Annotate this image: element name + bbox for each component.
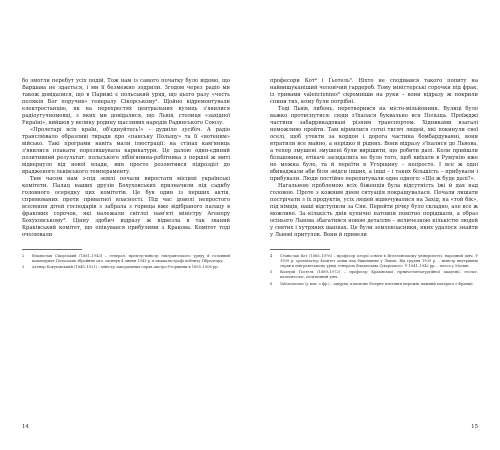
footnote-text: Станіслав Кот (1885–1976) – професор історії освіти в Ягеллонському університеті, народний діяч. У 1939 р. організатор Комітет опіки над біженцями у Львові. Від грудня 1939 р. – міністр внутрішніх справ в емігрантському уряді генерала Владислава Сікорського. У 1941–1942 рр. – посол у Москві. bbox=[280, 254, 478, 268]
page-number: 15 bbox=[471, 424, 478, 430]
paragraph: професори Кот⁴ і Ґьотель⁵. Ніхто не сподівався такого попиту на найвишуканіший чоловічий гардероб. Тому міністерські сорочки під фрак, із тривами valenciennes⁶ скромніши на руки – вони відразу ж покрили спини тих, кому були потрібні. bbox=[270, 78, 478, 105]
paragraph: Тим часом нам з-під землі почали виростати місцеві українські комітети. Палац наших друзів Бохуховських призначили під садибу головного осередку цих комітетів. Це був один із перших актів, спрямованих проти приватної власності. Під час доволі непростого вселення дітей господарів з забрала з горища вже відібраного палацу в фракових сорочок, які належали світлої пам'яті міністру Агенору Бохуховському³. Цінну здобич відразу ж відвезла в так званий Краківський комітет, що опікувався прибулими з Кракова. Комітет тоді очолювали bbox=[22, 176, 230, 238]
footnote bbox=[270, 282, 478, 287]
footnote bbox=[22, 265, 230, 270]
right-page-body bbox=[270, 78, 478, 239]
footnote-number: 6 bbox=[270, 281, 273, 286]
footnote bbox=[270, 254, 478, 269]
footnote-number: 5 bbox=[270, 270, 273, 275]
paragraph: «Пролетарі всіх країн, об'єднуйтесь!» – дудніло зусібіч. А радіо транслювало образливі тиради про «панську Польщу» та її «вотеним» військо. Такі програми навіть мали ілюстрації: на стінах кам'яниць з'явилися плакати порозвішувала карикатури. Це далою один-єдиний позитивний результат: польського лібів'янина-робітника з першої ж миті відвернуло від нової влади, вин просто розлютився підрозділ до врадженого львівського темпераменту. bbox=[22, 127, 230, 175]
footnote-number: 2 bbox=[22, 254, 25, 258]
footnote-text: Агенор Бохуховський (1849–1921) – міністр закордонних справ Австро-Угорщини в 1895–1906 рр. bbox=[32, 265, 219, 270]
paragraph: бо змогли перебут усіх подій. Тож нам із самого початку було відомо, що Варшава не здається, і ми її безмежно зодрили. Згодом через радіо ми також довідалися, що в Парижі є польський уряд, що цього разу «честь полякія Бог поручив» генералу Сікорському². Щойно відремонтували електростанцію, як на перехрестях центральних вулиць з'явилися радіоугучномовці, з яких ми довідалися, що Львів, столиця «західної Україні», вийшов у велику родину щасливих народів Радянського Союзу. bbox=[22, 78, 230, 126]
footnote-rule bbox=[270, 249, 330, 250]
footnote bbox=[22, 254, 230, 264]
paragraph: Тоді Львів, либонь, перетворився на місто-мільйонник. Вулиці було важко протиснутися: сюди з'їхалася буквально вся Польща. Проїжджі частини забаррикадовані різним транспортом. Хідниками взагалі неможливо пройти. Там вірнилися сотні тисяч людей, які покинули свої оселі, щоб утекти за кордон і дорога частина бомбардуванні, вони втратили все майно, а нерідко й рідних. Вони відразу з'їхалися до Львова, а тепер змушені змушені були вирішити, що робити далі. Коли прийшли більшовики, втікачі засидались не було того, щоб виїхати в Румунію вже не можна було, та й переїти в Угорщину – непросто. І все ж одні вбиваджали аби біля звідси інших, а інші – і таких більшість – прибували і прибували. Люди постійно перепитували одне одного: «Що ж буде далі?». bbox=[270, 106, 478, 182]
footnote-text: Валерій Ґьотель (1889–1972) – професор Краківської гірничо-металургійної академії, геолог, палеонтолог, політичний діяч. bbox=[280, 270, 478, 280]
page-number: 14 bbox=[22, 424, 29, 430]
left-page-footnotes bbox=[22, 245, 230, 270]
right-page bbox=[264, 0, 500, 450]
left-page bbox=[0, 0, 236, 450]
right-page-footnotes bbox=[270, 245, 478, 287]
footnote-text: Владислав Сікорський (1881–1943) – генерал, прем'єр-міністр емігрантського уряду й головний командувач Польських збройних сил, загинув 4 липня 1943 р. в авіакатастрофі поблизу Гібралтару. bbox=[32, 254, 230, 263]
left-page-body bbox=[22, 78, 230, 239]
footnote-rule bbox=[22, 249, 82, 250]
footnote-number: 4 bbox=[270, 254, 273, 258]
paragraph: Нагальною проблемою всіх біженців була відсутність їжі й дах над головою. Проте з кожним днем ситуація покращувалася. Почали лишати пострічати з їх продуктів, усіх людей відвочувалися на Захід, на «той бік», під німців, наші відступили за Сян. Перейти річку було складно, але все ж можливо. За кількість днів купичні натовпи помітно порідшали, а образ осінього Львова збагатився новою деталлю – величезною кількістю людей у святих і хутряних шапках. Це були землевласники, яких удалося знайти у Львові притулок. Вони й привели bbox=[270, 183, 478, 238]
footnote bbox=[270, 270, 478, 280]
footnote-text: Valenciennes (у кон. з фр.) – ажурна, класичне бісерне плетіння мережів, важний матеріал з Франції. bbox=[280, 281, 474, 286]
footnote-number: 3 bbox=[22, 265, 25, 270]
